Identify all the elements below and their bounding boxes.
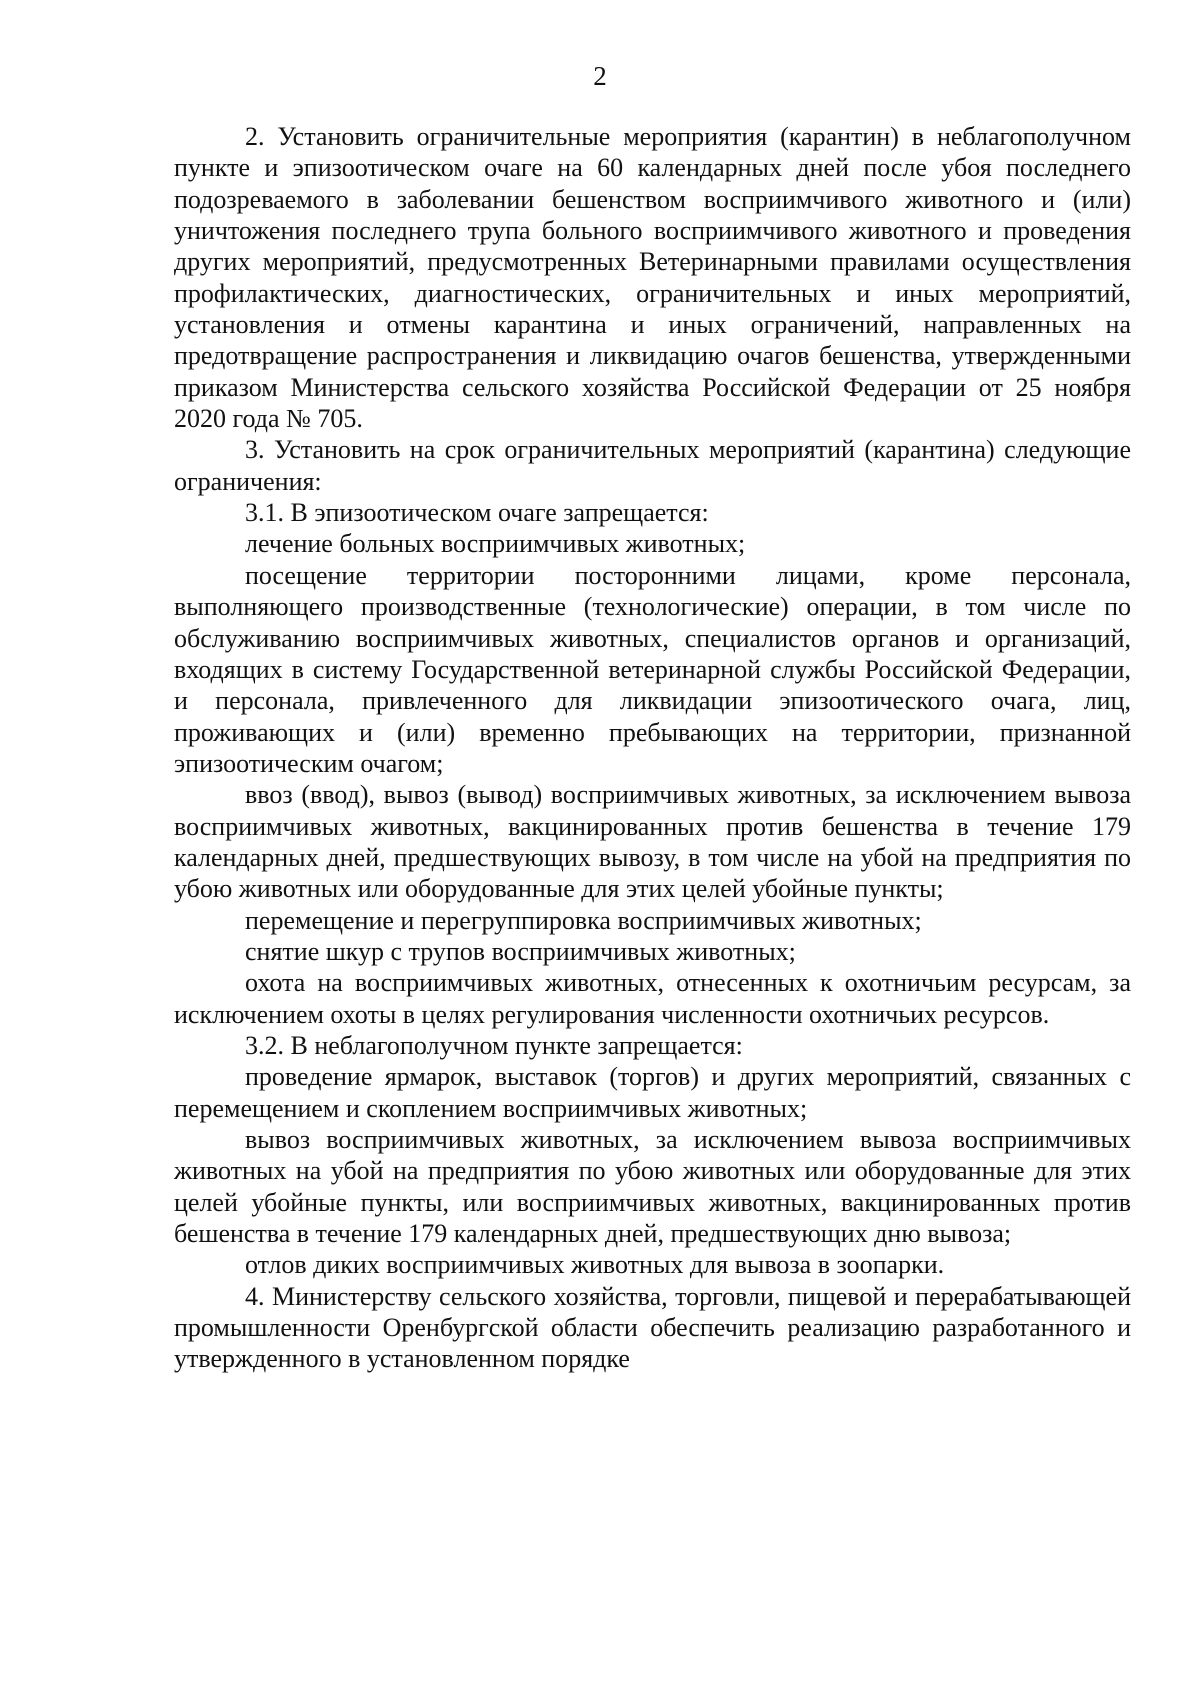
list-item: перемещение и перегруппировка восприимчивых животных; — [245, 905, 922, 935]
paragraph-3-1-heading: 3.1. В эпизоотическом очаге запрещается: — [245, 498, 709, 528]
document-body — [174, 121, 1131, 1375]
list-item: охота на восприимчивых животных, отнесенных к охотничьим ресурсам, за исключением охоты в целях регулирования численности охотничьих ресурсов. — [174, 968, 1131, 1029]
list-item: посещение территории посторонними лицами, кроме персонала, выполняющего производственные (технологические) операции, в том числе по обслуживанию восприимчивых животных, специалистов органов и организаций, входящих в систему Государственной ветеринарной службы Российской Федерации, и персонала, привлеченного для ликвидации эпизоотического очага, лиц, проживающих и (или) временно пребывающих на территории, признанной эпизоотическим очагом; — [174, 560, 1131, 778]
list-item: снятие шкур с трупов восприимчивых животных; — [245, 936, 796, 966]
list-item: проведение ярмарок, выставок (торгов) и других мероприятий, связанных с перемещением и скоплением восприимчивых животных; — [174, 1062, 1131, 1123]
paragraph-2-quarantine: 2. Установить ограничительные мероприятия (карантин) в неблагополучном пункте и эпизоотическом очаге на 60 календарных дней после убоя последнего подозреваемого в заболевании бешенством восприимчивого животного и (или) уничтожения последнего трупа больного восприимчивого животного и проведения других мероприятий, предусмотренных Ветеринарными правилами осуществления профилактических, диагностических, ограничительных и иных мероприятий, установления и отмены карантина и иных ограничений, направленных на предотвращение распространения и ликвидацию очагов бешенства, утвержденными приказом Министерства сельского хозяйства Российской Федерации от 25 ноября 2020 года № 705. — [174, 122, 1131, 434]
list-item: вывоз восприимчивых животных, за исключением вывоза восприимчивых животных на убой на предприятия по убою животных или оборудованные для этих целей убойные пункты, или восприимчивых животных, вакцинированных против бешенства в течение 179 календарных дней, предшествующих дню вывоза; — [174, 1125, 1131, 1249]
page-number: 2 — [593, 61, 607, 91]
paragraph-3-2-heading: 3.2. В неблагополучном пункте запрещается: — [245, 1030, 743, 1060]
list-item: ввоз (ввод), вывоз (вывод) восприимчивых животных, за исключением вывоза восприимчивых животных, вакцинированных против бешенства в течение 179 календарных дней, предшествующих вывозу, в том числе на убой на предприятия по убою животных или оборудованные для этих целей убойные пункты; — [174, 780, 1131, 904]
list-item: лечение больных восприимчивых животных; — [245, 529, 746, 559]
paragraph-4-ministry: 4. Министерству сельского хозяйства, торговли, пищевой и перерабатывающей промышленности Оренбургской области обеспечить реализацию разработанного и утвержденного в установленном порядке — [174, 1281, 1131, 1374]
list-item: отлов диких восприимчивых животных для вывоза в зоопарки. — [245, 1250, 945, 1280]
paragraph-3-restrictions: 3. Установить на срок ограничительных мероприятий (карантина) следующие ограничения: — [174, 435, 1131, 496]
